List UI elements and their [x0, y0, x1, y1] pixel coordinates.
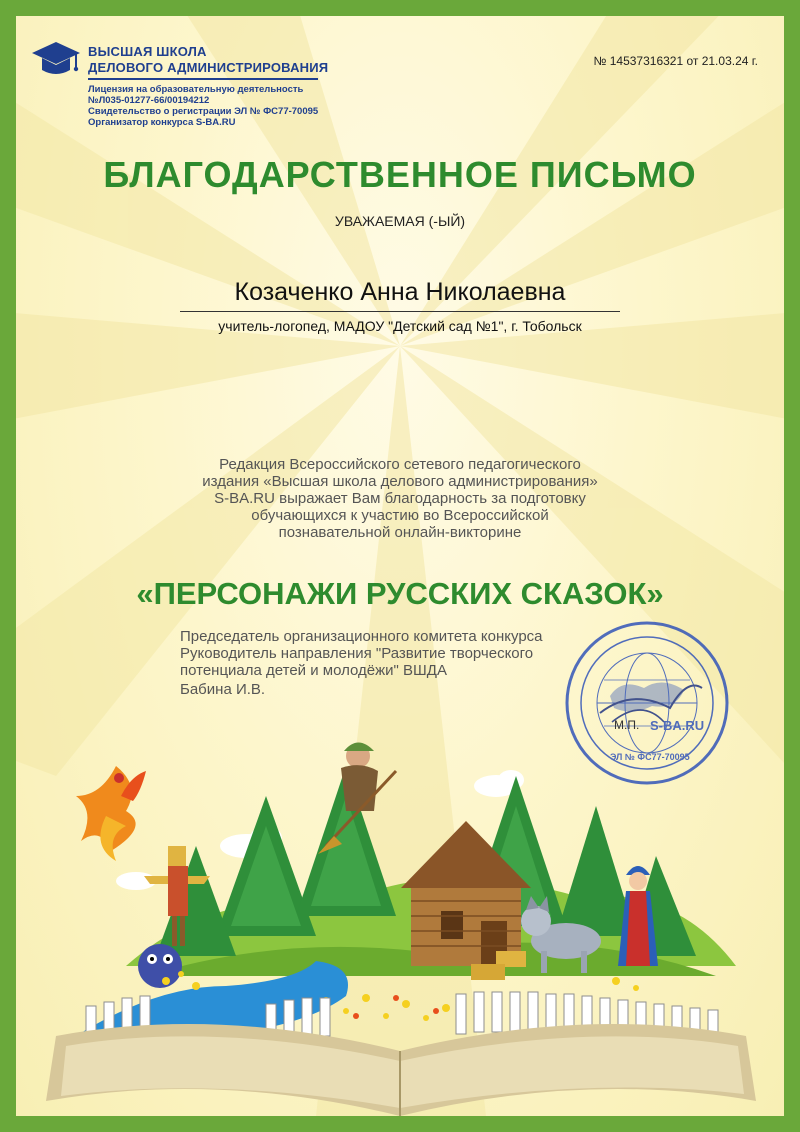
license-line: Свидетельство о регистрации ЭЛ № ФС77-70095 [88, 106, 319, 117]
salutation: УВАЖАЕМАЯ (-ЫЙ) [334, 213, 466, 229]
signature-line: Председатель организационного комитета конкурса [180, 628, 543, 645]
quiz-title: «ПЕРСОНАЖИ РУССКИХ СКАЗОК» [136, 576, 664, 611]
organization-name-line1: ВЫСШАЯ ШКОЛА [88, 44, 207, 59]
certificate-inner [16, 16, 784, 1116]
body-line: обучающихся к участию во Всероссийской [251, 507, 549, 524]
document-number: № 14537316321 от 21.03.24 г. [593, 54, 758, 68]
license-line: Организатор конкурса S-BA.RU [88, 117, 236, 128]
recipient-name: Козаченко Анна Николаевна [234, 278, 566, 306]
body-text [150, 456, 650, 541]
document-title: БЛАГОДАРСТВЕННОЕ ПИСЬМО [103, 154, 697, 195]
blue-monster [138, 944, 182, 988]
body-line: S-BA.RU выражает Вам благодарность за подготовку [214, 490, 586, 507]
stamp-site-text: S-BA.RU [650, 718, 705, 733]
signature-block [180, 628, 543, 698]
name-underline [180, 311, 620, 312]
graduation-cap-logo-icon [30, 40, 82, 78]
logo-divider [88, 78, 318, 80]
signature-line: потенциала детей и молодёжи" ВШДА [180, 662, 447, 679]
open-book [46, 1024, 756, 1116]
recipient-position: учитель-логопед, МАДОУ "Детский сад №1", г. Тобольск [218, 318, 582, 334]
license-line: №Л035-01277-66/00194212 [88, 95, 210, 106]
body-line: издания «Высшая школа делового администрирования» [202, 473, 598, 490]
signature-line: Руководитель направления "Развитие творческого [180, 645, 534, 662]
stamp-registration-text: ЭЛ № ФС77-70095 [610, 752, 690, 762]
firebird [76, 766, 146, 861]
signature-name: Бабина И.В. [180, 681, 266, 698]
body-line: Редакция Всероссийского сетевого педагогического [219, 456, 581, 473]
license-info [88, 84, 318, 128]
organization-name-line2: ДЕЛОВОГО АДМИНИСТРИРОВАНИЯ [88, 60, 329, 75]
stamp-place-label: М.П. [614, 718, 640, 732]
organization-name [88, 44, 328, 76]
body-line: познавательной онлайн-викторине [278, 524, 522, 541]
fairy-tale-illustration [16, 736, 784, 1116]
license-line: Лицензия на образовательную деятельность [88, 84, 304, 95]
